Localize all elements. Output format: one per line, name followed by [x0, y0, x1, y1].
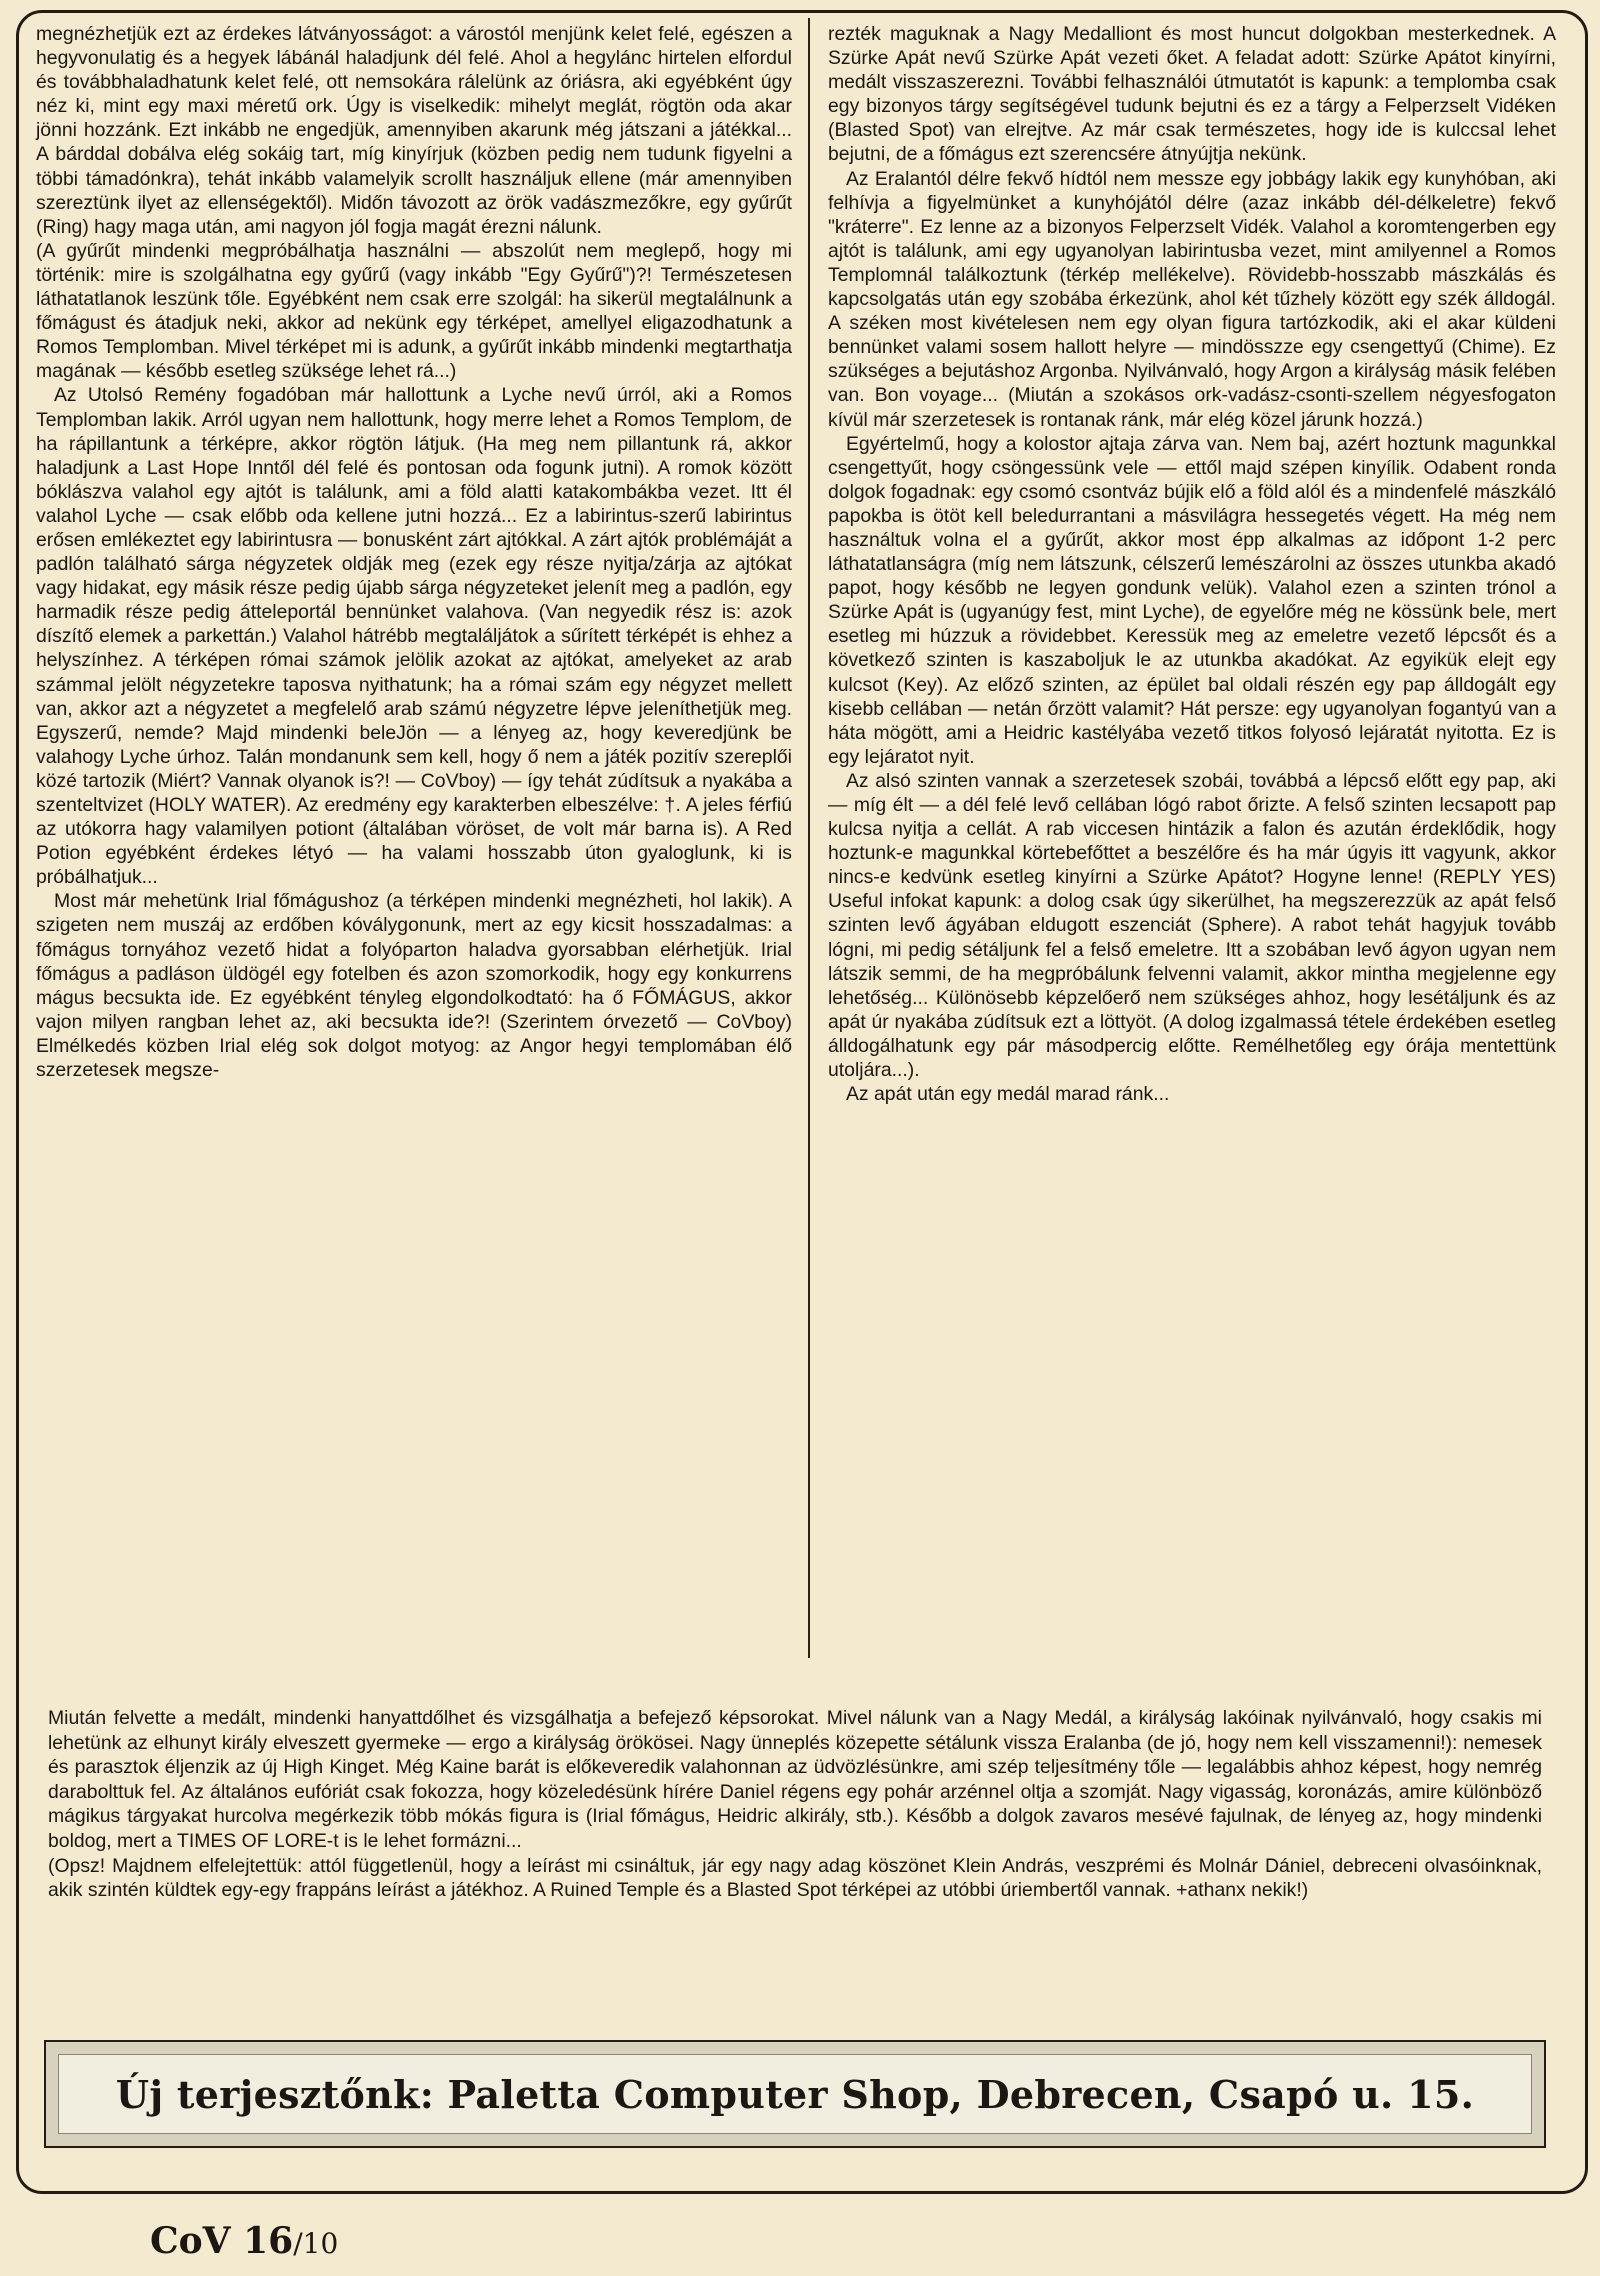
paragraph: Egyértelmű, hogy a kolostor ajtaja zárva van. Nem baj, azért hoztunk magunkkal csengettyűt, hogy csöngessünk vele — ettől majd szépen kinyílik. Odabent ronda dolgok fogadnak: egy csomó csontváz bújik elő a föld alól és a mindenfelé mászkáló papokba is ötöt kell beledurrantani a másvilágra hessegetés végett. Ha még nem használtuk volna el a gyűrűt, akkor most épp alkalmas az időpont 1-2 perc láthatatlanságra (míg nem látszunk, célszerű lemészárolni az összes utunkba akadó papot, hogy később ne legyen gondunk velük). Valahol ezen a szinten trónol a Szürke Apát is (ugyanúgy fest, mint Lyche), de egyelőre még ne kössünk bele, mert esetleg mi húzzuk a rövidebbet. Keressük meg az emeletre vezető lépcsőt és a következő szinten is kaszaboljuk le az utunkba akadókat. Az egyikük elejt egy kulcsot (Key). Az előző szinten, az épület bal oldali részén egy pap álldogált egy kisebb cellában — netán őrzött valamit? Hát persze: egy ugyanolyan fogantyú van a háta mögött, ami a Heidric kastélyába vezető titkos folyosó lejáratát nyitotta. Ez is egy lejáratot nyit. — [828, 432, 1556, 768]
page-footer — [150, 2220, 338, 2262]
paragraph: Miután felvette a medált, mindenki hanyattdőlhet és vizsgálhatja a befejező képsorokat. Mivel nálunk van a Nagy Medál, a királyság lakóinak nyilvánvaló, hogy csakis mi lehetünk az elhunyt király elveszett gyermeke — ergo a királyság örökösei. Nagy ünneplés közepette sétálunk vissza Eralanba (de jó, hogy nem kell visszamenni!): nemesek és parasztok éljenzik az új High Kinget. Még Kaine barát is előkeveredik valahonnan az üdvözlésünkre, ami szép teljesítmény tőle — legalábbis ahhoz képest, hogy nemrég darabolttuk fel. Az általános eufóriát csak fokozza, hogy közeledésünk hírére Daniel régens egy pohár arzénnel oltja a szomját. Nagy vigasság, koronázás, amire különböző mágikus tárgyakat hurcolva megérkezik több mókás figura is (Irial főmágus, Heidric alkirály, stb.). Később a dolgok zavaros mesévé fajulnak, de lényeg az, hogy mindenki boldog, mert a TIMES OF LORE-t is le lehet formázni... — [48, 1707, 1542, 1852]
column-divider — [808, 18, 810, 1658]
magazine-issue: CoV 16 — [150, 2220, 294, 2262]
paragraph: Az Eralantól délre fekvő hídtól nem messze egy jobbágy lakik egy kunyhóban, aki felhívja a figyelmünket a kunyhójától délre (azaz inkább dél-délkeletre) fekvő "kráterre". Ez lenne az a bizonyos Felperzselt Vidék. Valahol a koromtengerben egy ajtót is találunk, ami egy ugyanolyan labirintusba vezet, mint amilyennel a Romos Templomnál találkoztunk (térkép mellékelve). Rövidebb-hosszabb mászkálás és kapcsolgatás után egy szobába érkezünk, ahol két tűzhely között egy szék álldogál. A széken most kivételesen nem egy olyan figura tartózkodik, aki el akar küldeni bennünket valami sosem hallott helyre — mindösszze egy csengettyű (Chime). Ez szükséges a bejutáshoz Argonba. Nyilvánvaló, hogy Argon a királyság másik felében van. Bon voyage... (Miután a szokásos ork-vadász-csonti-szellem négyesfogaton kívül már szerzetesek is rontanak ránk, már elég közel járunk hozzá.) — [828, 167, 1556, 431]
paragraph: Az Utolsó Remény fogadóban már hallottunk a Lyche nevű úrról, aki a Romos Templomban lakik. Arról ugyan nem hallottunk, hogy merre lehet a Romos Templom, de ha rápillantunk a térképre, akkor rögtön látjuk. (Ha meg nem pillantunk rá, akkor haladjunk a Last Hope Inntől dél felé és pontosan oda fogunk jutni). A romok között bóklászva valahol egy ajtót is találunk, ami a föld alatti katakombákba vezet. Itt él valahol Lyche — csak előbb oda kellene jutni hozzá... Ez a labirintus-szerű labirintus erősen emlékeztet egy labirintusra — bonusként zárt ajtókkal. A zárt ajtók problémáját a padlón található sárga négyzetek oldják meg (ezek egy része nyitja/zárja az ajtókat vagy hidakat, egy másik része pedig újabb sárga négyzeteket jelenít meg a padlón, egy harmadik része pedig átteleportál bennünket valahova. (Van negyedik rész is: azok díszítő elemek a parkettán.) Valahol hátrébb megtaláljátok a sűrített térképét is ehhez a helyszínhez. A térképen római számok jelölik azokat az ajtókat, amelyeket az arab számmal jelölt négyzetekre taposva nyithatunk; ha a római szám egy négyzet mellett van, akkor azt a négyzetet a megfelelő arab számú négyzetre lépve jeleníthetjük meg. Egyszerű, nemde? Majd mindenki beleJön — a lényeg az, hogy keveredjünk be valahogy Lyche úrhoz. Talán mondanunk sem kell, hogy ő nem a játék pozitív szereplői közé tartozik (Miért? Vannak olyanok is?! — CoVboy) — így tehát zúdítsuk a nyakába a szenteltvizet (HOLY WATER). Az eredmény egy karakterben elbeszélve: †. A jeles férfiú az utókorra hagy valamilyen potiont (általában vöröset, de volt már barna is). A Red Potion egyébként érdekes létyó — ha valami hosszabb úton gyaloglunk, ki is próbálhatjuk... — [36, 384, 792, 889]
left-column — [36, 22, 792, 1082]
paragraph: (Opsz! Majdnem elfelejtettük: attól függetlenül, hogy a leírást mi csináltuk, jár egy nagy adag köszönet Klein András, veszprémi és Molnár Dániel, debreceni olvasóinknak, akik szintén küldtek egy-egy frappáns leírást a játékhoz. A Ruined Temple és a Blasted Spot térképei az utóbbi úriembertől vannak. +athanx nekik!) — [48, 1854, 1542, 1902]
paragraph: Most már mehetünk Irial főmágushoz (a térképen mindenki megnézheti, hol lakik). A szigeten nem muszáj az erdőben kóválygonunk, mert az egy kicsit hosszadalmas: a főmágus tornyához vezető hidat a folyóparton haladva gyorsabban elérhetjük. Irial főmágus a padláson üldögél egy fotelben és azon szomorkodik, hogy egy konkurrens mágus becsukta ide. Ez egyébként tényleg elgondolkodtató: ha ő FŐMÁGUS, akkor vajon milyen rangban lehet az, aki becsukta ide?! (Szerintem órvezető — CoVboy) Elmélkedés közben Irial elég sok dolgot motyog: az Angor hegyi templomában élő szerzetesek megsze- — [36, 890, 792, 1082]
right-column — [828, 22, 1556, 1106]
distributor-notice: Új terjesztőnk: Paletta Computer Shop, Debrecen, Csapó u. 15. — [115, 2071, 1475, 2117]
paragraph: Az apát után egy medál marad ránk... — [846, 1083, 1170, 1106]
paragraph: megnézhetjük ezt az érdekes látványosságot: a várostól menjünk kelet felé, egészen a hegyvonulatig és a hegyek lábánál haladjunk dél felé. Ahol a hegylánc hirtelen elfordul és továbbhaladhatunk kelet felé, ott nemsokára rálelünk az óriásra, aki egyébként úgy néz ki, mint egy maxi méretű ork. Úgy is viselkedik: mihelyt meglát, rögtön oda akar jönni hozzánk. Ezt inkább ne engedjük, amennyiben akarunk még játszani a játékkal... A bárddal dobálva elég sokáig tart, míg kinyírjuk (közben pedig nem tudunk figyelni a többi támadónkra), tehát inkább valamelyik scrollt használjuk ellene (már amennyiben szereztünk ilyet az ellenségektől). Midőn távozott az örök vadászmezőkre, egy gyűrűt (Ring) hagy maga után, ami nagyon jól fogja magát érezni nálunk. — [36, 23, 792, 238]
paragraph: rezték maguknak a Nagy Medalliont és most huncut dolgokban mesterkednek. A Szürke Apát nevű Szürke Apát vezeti őket. A feladat adott: Szürke Apátot kinyírni, medált visszaszerezni. További felhasználói útmutatót is kapunk: a templomba csak egy bizonyos tárgy segítségével tudunk bejutni és ez a tárgy a Felperzselt Vidéken (Blasted Spot) van elrejtve. Az már csak természetes, hogy ide is kulccsal lehet bejutni, de a főmágus ezt szerencsére átnyújtja nekünk. — [828, 23, 1556, 166]
paragraph: (A gyűrűt mindenki megpróbálhatja használni — abszolút nem meglepő, hogy mi történik: mire is szolgálhatna egy gyűrű (vagy inkább "Egy Gyűrű")?! Természetesen láthatatlanok leszünk tőle. Egyébként nem csak erre szolgál: ha sikerül megtalálnunk a főmágust és átadjuk neki, akkor ad nekünk egy térképet, amellyel eligazodhatunk a Romos Templomban. Mivel térképet mi is adunk, a gyűrűt inkább mindenki megtarthatja magának — később esetleg szüksége lehet rá...) — [36, 239, 792, 383]
paragraph: Az alsó szinten vannak a szerzetesek szobái, továbbá a lépcső előtt egy pap, aki — míg élt — a dél felé levő cellában lógó rabot őrizte. A felső szinten lecsapott pap kulcsa nyitja a cellát. A rab viccesen hintázik a falon és azután érdeklődik, hogy hoztunk-e magunkkal körtebefőttet a beszélőre és ha már úgyis itt vagyunk, akkor nincs-e kedvünk esetleg kinyírni a Szürke Apátot? Hogyne lenne! (REPLY YES) Useful infokat kapunk: a dolog csak úgy sikerülhet, ha megszerezzük az apát felső szinten levő ágyában eldugott eszenciát (Sphere). A rabot tehát hagyjuk tovább lógni, mi pedig sétáljunk fel a felső emeletre. Itt a szobában levő ágyon ugyan nem látszik semmi, de ha megpróbálunk felvenni valamit, akkor mintha megjelenne egy lehetőség... Különösebb képzelőerő nem szükséges ahhoz, hogy lesétáljunk és az apát úr nyakába zúdítsuk ezt a löttyöt. (A dolog izgalmassá tétele érdekében esetleg álldogálhatunk egy pár másodpercig előtte. Remélhetőleg egy órája mentettünk utoljára...). — [828, 769, 1556, 1082]
page-number: /10 — [293, 2227, 339, 2260]
bottom-section — [48, 1706, 1542, 1903]
distributor-notice-inner — [58, 2054, 1532, 2134]
distributor-notice-box — [44, 2040, 1546, 2148]
